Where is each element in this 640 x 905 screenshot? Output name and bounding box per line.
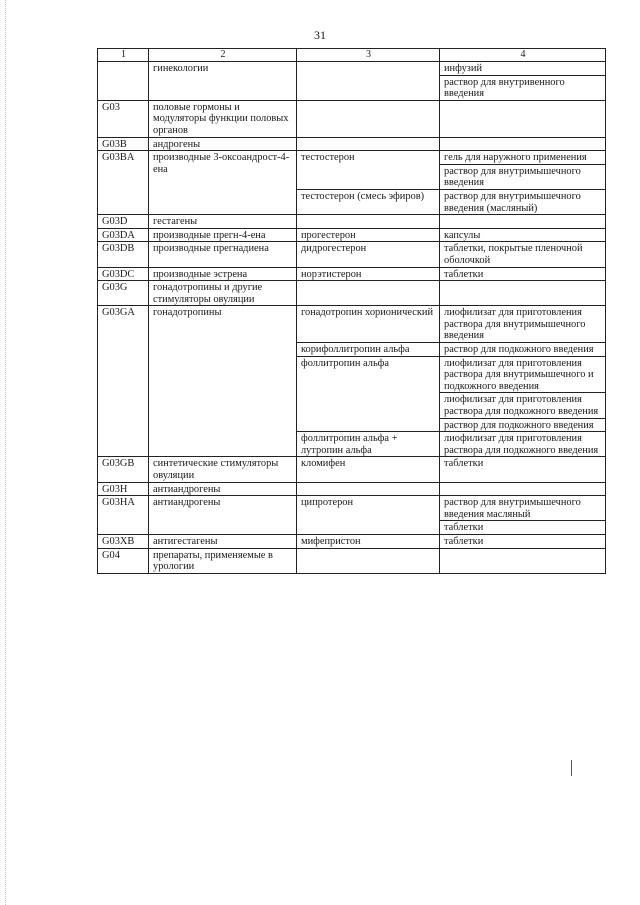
group-cell: половые гормоны и модуляторы функции половых органов bbox=[149, 100, 297, 137]
group-cell: производные 3-оксоандрост-4-ена bbox=[149, 151, 297, 215]
code-cell: G03B bbox=[98, 137, 149, 151]
form-cell: таблетки, покрытые пленочной оболочкой bbox=[440, 242, 606, 267]
form-cell: таблетки bbox=[440, 457, 606, 482]
code-cell: G03GA bbox=[98, 306, 149, 457]
drug-cell: дидрогестерон bbox=[297, 242, 440, 267]
form-cell: раствор для внутримышечного введения bbox=[440, 164, 606, 189]
code-cell: G03HA bbox=[98, 496, 149, 535]
group-cell: андрогены bbox=[149, 137, 297, 151]
group-cell: гонадотропины bbox=[149, 306, 297, 457]
header-cell: 3 bbox=[297, 49, 440, 62]
group-cell: производные эстрена bbox=[149, 267, 297, 281]
drug-cell bbox=[297, 482, 440, 496]
code-cell: G03D bbox=[98, 215, 149, 229]
form-cell: лиофилизат для приготовления раствора для подкожного введения bbox=[440, 432, 606, 457]
code-cell: G03DC bbox=[98, 267, 149, 281]
drug-cell bbox=[297, 100, 440, 137]
table-row bbox=[98, 457, 606, 482]
form-cell bbox=[440, 482, 606, 496]
table-row bbox=[98, 62, 606, 76]
code-cell: G03BA bbox=[98, 151, 149, 215]
drug-cell: фоллитропин альфа bbox=[297, 356, 440, 432]
group-cell: гинекологии bbox=[149, 62, 297, 101]
code-cell: G03DA bbox=[98, 228, 149, 242]
table-row bbox=[98, 100, 606, 137]
code-cell: G03DB bbox=[98, 242, 149, 267]
form-cell: лиофилизат для приготовления раствора для подкожного введения bbox=[440, 393, 606, 418]
drug-cell bbox=[297, 215, 440, 229]
code-cell: G03XB bbox=[98, 534, 149, 548]
drug-cell bbox=[297, 548, 440, 573]
code-cell: G03 bbox=[98, 100, 149, 137]
form-cell bbox=[440, 215, 606, 229]
header-row bbox=[98, 49, 606, 62]
table-row bbox=[98, 534, 606, 548]
drug-cell: тестостерон (смесь эфиров) bbox=[297, 189, 440, 214]
drug-cell: гонадотропин хорионический bbox=[297, 306, 440, 343]
form-cell: раствор для внутримышечного введения масляный bbox=[440, 496, 606, 521]
table-row bbox=[98, 151, 606, 165]
drug-cell: кломифен bbox=[297, 457, 440, 482]
code-cell: G03G bbox=[98, 281, 149, 306]
form-cell: таблетки bbox=[440, 267, 606, 281]
group-cell: антигестагены bbox=[149, 534, 297, 548]
table-row bbox=[98, 281, 606, 306]
page-number: 31 bbox=[314, 28, 326, 42]
drug-cell: фоллитропин альфа + лутропин альфа bbox=[297, 432, 440, 457]
table-row bbox=[98, 496, 606, 521]
drug-cell bbox=[297, 62, 440, 101]
drug-cell: тестостерон bbox=[297, 151, 440, 190]
group-cell: препараты, применяемые в урологии bbox=[149, 548, 297, 573]
group-cell: производные прегнадиена bbox=[149, 242, 297, 267]
form-cell bbox=[440, 100, 606, 137]
margin-mark bbox=[571, 760, 572, 776]
form-cell: раствор для внутривенного введения bbox=[440, 75, 606, 100]
form-cell bbox=[440, 281, 606, 306]
table-row bbox=[98, 267, 606, 281]
form-cell bbox=[440, 548, 606, 573]
header-cell: 4 bbox=[440, 49, 606, 62]
table-row bbox=[98, 482, 606, 496]
form-cell: раствор для подкожного введения bbox=[440, 343, 606, 357]
code-cell: G03H bbox=[98, 482, 149, 496]
table-row bbox=[98, 228, 606, 242]
form-cell: лиофилизат для приготовления раствора для внутримышечного введения bbox=[440, 306, 606, 343]
group-cell: гестагены bbox=[149, 215, 297, 229]
scan-left-edge bbox=[5, 0, 6, 905]
group-cell: синтетические стимуляторы овуляции bbox=[149, 457, 297, 482]
form-cell: лиофилизат для приготовления раствора для внутримышечного и подкожного введения bbox=[440, 356, 606, 393]
group-cell: гонадотропины и другие стимуляторы овуляции bbox=[149, 281, 297, 306]
drug-cell bbox=[297, 281, 440, 306]
header-cell: 2 bbox=[149, 49, 297, 62]
form-cell bbox=[440, 137, 606, 151]
drug-cell: норэтистерон bbox=[297, 267, 440, 281]
form-cell: раствор для внутримышечного введения (масляный) bbox=[440, 189, 606, 214]
code-cell: G04 bbox=[98, 548, 149, 573]
code-cell bbox=[98, 62, 149, 101]
table-row bbox=[98, 548, 606, 573]
form-cell: раствор для подкожного введения bbox=[440, 418, 606, 432]
group-cell: производные прегн-4-ена bbox=[149, 228, 297, 242]
form-cell: инфузий bbox=[440, 62, 606, 76]
form-cell: таблетки bbox=[440, 534, 606, 548]
header-cell: 1 bbox=[98, 49, 149, 62]
table-row bbox=[98, 137, 606, 151]
form-cell: капсулы bbox=[440, 228, 606, 242]
drug-cell: прогестерон bbox=[297, 228, 440, 242]
group-cell: антиандрогены bbox=[149, 482, 297, 496]
drug-classification-table bbox=[97, 48, 606, 574]
drug-cell: корифоллитропин альфа bbox=[297, 343, 440, 357]
group-cell: антиандрогены bbox=[149, 496, 297, 535]
drug-cell: мифепристон bbox=[297, 534, 440, 548]
drug-cell: ципротерон bbox=[297, 496, 440, 535]
drug-cell bbox=[297, 137, 440, 151]
form-cell: таблетки bbox=[440, 521, 606, 535]
table-row bbox=[98, 306, 606, 343]
code-cell: G03GB bbox=[98, 457, 149, 482]
table-row bbox=[98, 215, 606, 229]
form-cell: гель для наружного применения bbox=[440, 151, 606, 165]
table-row bbox=[98, 242, 606, 267]
